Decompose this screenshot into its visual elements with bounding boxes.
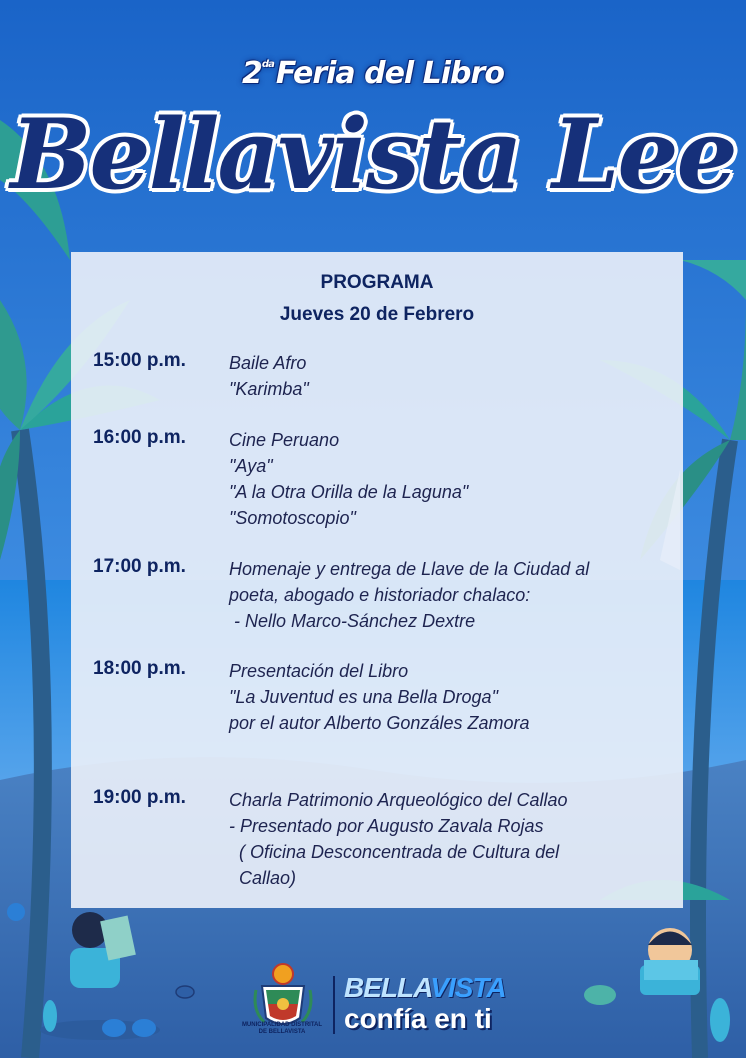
subtitle-text: Feria del Libro (275, 56, 504, 91)
event-description (229, 658, 669, 736)
event-time: 19:00 p.m. (93, 787, 186, 808)
event-line: "La Juventud es una Bella Droga" (229, 687, 498, 707)
event-line: Homenaje y entrega de Llave de la Ciudad al (229, 559, 590, 579)
event-line: Presentación del Libro (229, 661, 409, 681)
program-panel (71, 252, 683, 908)
brand-slogan: confía en ti (344, 1003, 492, 1034)
event-line: por el autor Alberto Gonzáles Zamora (229, 713, 530, 733)
fair-subtitle (0, 56, 746, 91)
event-line: poeta, abogado e historiador chalaco: (229, 585, 531, 605)
event-line: - Nello Marco-Sánchez Dextre (229, 611, 476, 631)
edition-number: 2 (242, 56, 262, 91)
event-time: 18:00 p.m. (93, 658, 186, 679)
event-time: 15:00 p.m. (93, 350, 186, 371)
brand-wordmark (344, 972, 506, 1004)
event-description (229, 787, 669, 891)
event-description (229, 350, 669, 402)
event-line: "A la Otra Orilla de la Laguna" (229, 482, 469, 502)
program-heading: PROGRAMA (320, 272, 434, 293)
event-line: - Presentado por Augusto Zavala Rojas (229, 816, 544, 836)
event-line: Callao) (229, 868, 297, 888)
footer-divider (333, 976, 335, 1034)
municipality-line: DE BELLAVISTA (258, 1029, 306, 1035)
event-description (229, 427, 669, 531)
brand-part: BELLA (344, 972, 431, 1003)
main-title: Bellavista Lee (10, 98, 736, 211)
event-line: Baile Afro (229, 353, 307, 373)
event-description (229, 556, 669, 634)
event-line: Charla Patrimonio Arqueológico del Callao (229, 790, 568, 810)
event-time: 17:00 p.m. (93, 556, 186, 577)
edition-suffix: da (261, 59, 274, 70)
event-line: "Karimba" (229, 379, 309, 399)
event-line: "Somotoscopio" (229, 508, 356, 528)
municipality-line: MUNICIPALIDAD DISTRITAL (241, 1022, 323, 1028)
event-line: ( Oficina Desconcentrada de Cultura del (229, 842, 560, 862)
event-time: 16:00 p.m. (93, 427, 186, 448)
event-line: "Aya" (229, 456, 273, 476)
event-line: Cine Peruano (229, 430, 340, 450)
program-date: Jueves 20 de Febrero (279, 304, 475, 325)
brand-part: VISTA (430, 972, 506, 1003)
municipality-name (232, 1022, 332, 1036)
